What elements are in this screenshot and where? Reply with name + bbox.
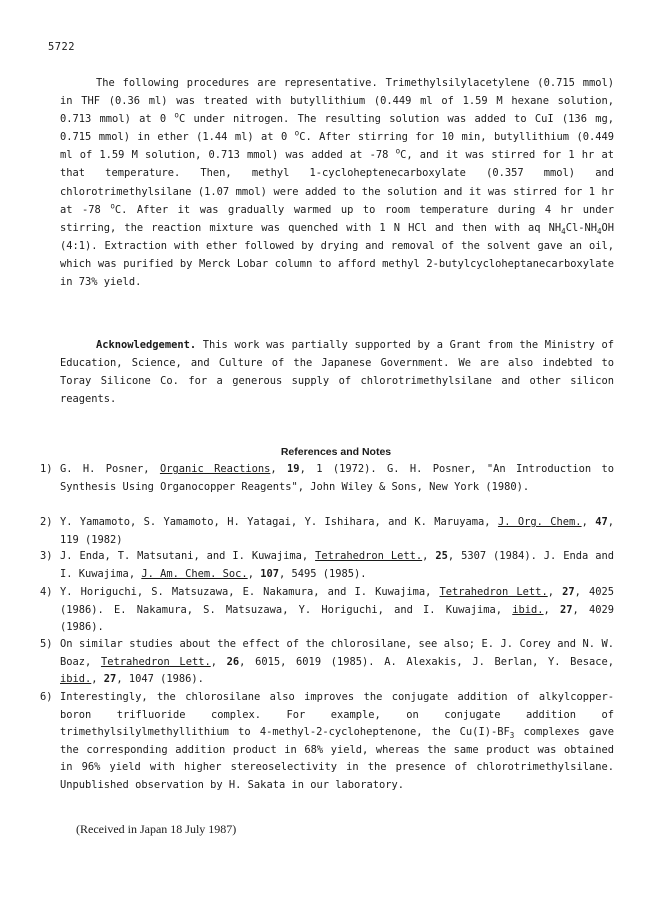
- reference-5: 5) On similar studies about the effect of the chlorosilane, see also; E. J. Corey and N. W. Boaz, Tetrahedron Lett., 26, 6015, 6019 (1985). A. Alexakis, J. Berlan, Y. Besace, ibid., 27, 1047 (1986).: [40, 638, 614, 686]
- references-heading: References and Notes: [280, 446, 392, 458]
- received-date: (Received in Japan 18 July 1987): [76, 822, 237, 836]
- reference-3: 3) J. Enda, T. Matsutani, and I. Kuwajima, Tetrahedron Lett., 25, 5307 (1984). J. Enda and I. Kuwajima, J. Am. Chem. Soc., 107, 5495 (1985).: [40, 550, 614, 580]
- procedure-paragraph: The following procedures are representative. Trimethylsilylacetylene (0.715 mmol) in THF (0.36 ml) was treated with butyllithium (0.449 ml of 1.59 M hexane solution, 0.713 mmol) at 0 $^o$C under nitrogen. The resulting solution was added to CuI (136 mg, 0.715 mmol) in ether (1.44 ml) at 0 $^o$C. After stirring for 10 min, butyllithium (0.449 ml of 1.59 M solution, 0.713 mmol) was added at -78 $^o$C, and it was stirred for 1 hr at that temperature. Then, methyl 1-cycloheptenecarboxylate (0.357 mmol) and chlorotrimethylsilane (1.07 mmol) were added to the solution and it was stirred for 1 hr at -78 $^o$C. After it was gradually warmed up to room temperature during 4 hr under stirring, the reaction mixture was quenched with 1 N HCl and then with aq $NH_4Cl-NH_4OH$ (4:1). Extraction with ether followed by drying and removal of the solvent gave an oil, which was purified by Merck Lobar column to afford methyl 2-butylcycloheptanecarboxylate in 73% yield.: [60, 77, 614, 289]
- reference-1: 1) G. H. Posner, Organic Reactions, 19, 1 (1972). G. H. Posner, "An Introduction to Synthesis Using Organocopper Reagents", John Wiley & Sons, New York (1980).: [40, 463, 614, 493]
- reference-6: 6) Interestingly, the chlorosilane also improves the conjugate addition of alkylcopper-boron trifluoride complex. For example, on conjugate addition of trimethylsilylmethyllithium to 4-methyl-2-cycloheptenone, the $Cu(I)-BF_3$ complexes gave the corresponding addition product in 68% yield, whereas the same product was obtained in 96% yield with higher stereoselectivity in the presence of chlorotrimethylsilane. Unpublished observation by H. Sakata in our laboratory.: [40, 691, 614, 791]
- reference-2: 2) Y. Yamamoto, S. Yamamoto, H. Yatagai, Y. Ishihara, and K. Maruyama, J. Org. Chem., 47, 119 (1982): [40, 516, 614, 546]
- acknowledgement-heading: Acknowledgement.: [96, 339, 197, 351]
- reference-4: 4) Y. Horiguchi, S. Matsuzawa, E. Nakamura, and I. Kuwajima, Tetrahedron Lett., 27, 4025 (1986). E. Nakamura, S. Matsuzawa, Y. Horiguchi, and I. Kuwajima, ibid., 27, 4029 (1986).: [40, 586, 614, 634]
- page-number: 5722: [48, 41, 76, 53]
- acknowledgement-paragraph: Acknowledgement. This work was partially supported by a Grant from the Ministry of Education, Science, and Culture of the Japanese Government. We are also indebted to Toray Silicone Co. for a generous supply of chlorotrimethylsilane and other silicon reagents.: [60, 339, 614, 406]
